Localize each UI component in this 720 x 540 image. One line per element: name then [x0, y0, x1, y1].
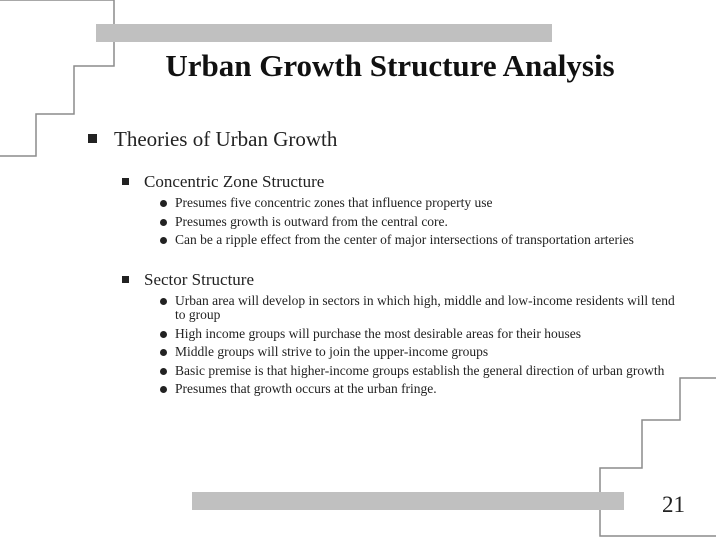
list-item	[160, 196, 676, 211]
list-item-text: Middle groups will strive to join the upper-income groups	[175, 344, 489, 359]
list-item	[160, 364, 676, 379]
round-bullet-icon	[160, 219, 167, 226]
square-bullet-icon	[122, 276, 129, 283]
section-title-item	[122, 172, 676, 192]
list-item	[160, 294, 676, 323]
list-item-text: Presumes growth is outward from the central core.	[175, 213, 448, 229]
section-concentric	[86, 172, 676, 248]
list-item	[160, 345, 676, 360]
section-title: Concentric Zone Structure	[144, 172, 325, 191]
list-item	[160, 327, 676, 342]
section-title: Sector Structure	[144, 269, 254, 289]
round-bullet-icon	[160, 349, 167, 356]
list-item	[160, 233, 676, 248]
top-decorative-bar	[96, 24, 552, 42]
list-item	[160, 382, 676, 397]
round-bullet-icon	[160, 368, 167, 375]
list-item-text: Presumes five concentric zones that influence property use	[175, 195, 493, 210]
section-title-item	[122, 270, 676, 290]
square-bullet-icon	[122, 178, 129, 185]
list-item-text: Urban area will develop in sectors in which high, middle and low-income residents will tend to group	[175, 292, 675, 322]
slide-content	[86, 126, 676, 411]
round-bullet-icon	[160, 298, 167, 305]
list-item-text: Can be a ripple effect from the center of major intersections of transportation arteries	[175, 232, 634, 247]
slide-title: Urban Growth Structure Analysis	[165, 48, 615, 83]
list-item	[160, 215, 676, 230]
list-item-text: Basic premise is that higher-income groups establish the general direction of urban growth	[175, 362, 665, 378]
main-heading-item	[86, 126, 676, 152]
round-bullet-icon	[160, 331, 167, 338]
list-item-text: Presumes that growth occurs at the urban fringe.	[175, 381, 437, 396]
section-sector	[86, 270, 676, 397]
round-bullet-icon	[160, 386, 167, 393]
list-item-text: High income groups will purchase the most desirable areas for their houses	[175, 325, 582, 341]
main-heading: Theories of Urban Growth	[114, 127, 338, 151]
round-bullet-icon	[160, 237, 167, 244]
page-number: 21	[662, 492, 685, 517]
round-bullet-icon	[160, 200, 167, 207]
bottom-decorative-bar	[192, 492, 624, 510]
square-bullet-icon	[88, 134, 97, 143]
